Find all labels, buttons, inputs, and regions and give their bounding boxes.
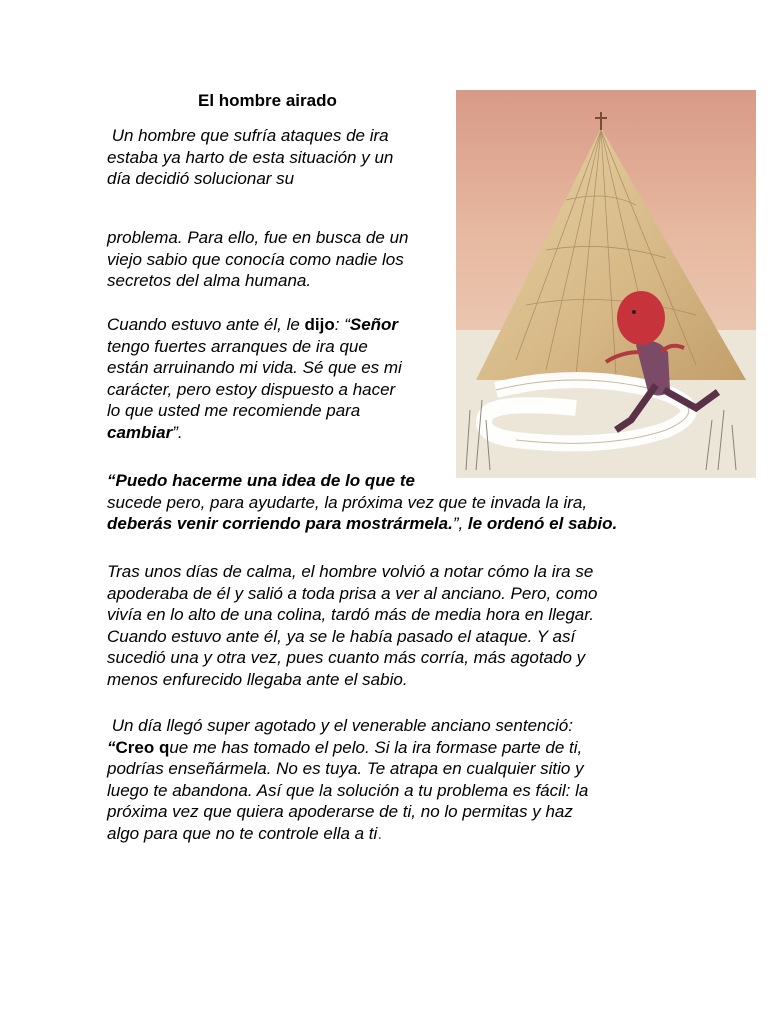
paragraph-6-quote-open: “ (107, 737, 116, 757)
paragraph-2-line-3: secretos del alma humana. (107, 271, 312, 290)
paragraph-4 (107, 470, 617, 535)
paragraph-1-line-2: estaba ya harto de esta situación y un (107, 147, 394, 167)
paragraph-5-line-3: vivía en lo alto de una colina, tardó más de media hora en llegar. (107, 605, 594, 624)
paragraph-3-bold-cambiar: cambiar (107, 422, 173, 442)
paragraph-3-line-2: tengo fuertes arranques de ira que (107, 336, 368, 356)
paragraph-2-line-1: problema. Para ello, fue en busca de un (107, 228, 409, 247)
story-illustration (456, 90, 756, 478)
paragraph-3-quote-open: : “ (334, 315, 350, 334)
paragraph-3-bold-senor: Señor (349, 315, 399, 334)
illustration-image (456, 90, 756, 478)
paragraph-1-line-3: día decidió solucionar su (107, 169, 295, 188)
paragraph-5-line-1: Tras unos días de calma, el hombre volvió a notar cómo la ira se (107, 562, 594, 581)
paragraph-4-line-2: sucede pero, para ayudarte, la próxima vez que te invada la ira, (107, 492, 588, 512)
paragraph-6-bold-creo: Creo q (115, 737, 170, 757)
paragraph-6-line-4: luego te abandona. Así que la solución a tu problema es fácil: la (107, 780, 589, 800)
paragraph-6-line-3: podrías enseñármela. No es tuya. Te atrapa en cualquier sitio y (107, 759, 584, 778)
paragraph-4-bold-line-1: “Puedo hacerme una idea de lo que te (107, 471, 415, 490)
paragraph-2 (107, 227, 408, 292)
paragraph-5-line-4: Cuando estuvo ante él, ya se le había pasado el ataque. Y así (107, 626, 576, 646)
paragraph-4-quote-close: ”, (452, 514, 468, 533)
paragraph-5-line-6: menos enfurecido llegaba ante el sabio. (107, 669, 408, 689)
paragraph-6-line-5: próxima vez que quiera apoderarse de ti, no lo permitas y haz (107, 802, 573, 821)
paragraph-6 (107, 715, 588, 844)
paragraph-3-line-4: carácter, pero estoy dispuesto a hacer (107, 379, 396, 399)
paragraph-1-line-1: Un hombre que sufría ataques de ira (107, 126, 389, 145)
paragraph-5-line-5: sucedió una y otra vez, pues cuanto más corría, más agotado y (107, 648, 586, 667)
paragraph-1 (107, 125, 393, 190)
paragraph-3-line-5: lo que usted me recomiende para (107, 401, 361, 420)
paragraph-4-bold-ordeno: le ordenó el sabio. (467, 514, 618, 533)
paragraph-4-bold-line-3: deberás venir corriendo para mostrármela. (107, 514, 453, 533)
paragraph-6-line-6: algo para que no te controle ella a ti (107, 823, 378, 843)
paragraph-3-quote-close: ”. (172, 422, 183, 442)
man-head (617, 291, 665, 345)
paragraph-3 (107, 314, 402, 443)
paragraph-3-bold-dijo: dijo (304, 315, 335, 334)
paragraph-6-period: . (377, 823, 383, 843)
paragraph-3-line-3: están arruinando mi vida. Sé que es mi (107, 358, 402, 377)
document-title: El hombre airado (198, 91, 337, 110)
paragraph-6-line-1: Un día llegó super agotado y el venerable anciano sentenció: (107, 716, 573, 735)
paragraph-5 (107, 561, 597, 690)
paragraph-6-line-2: ue me has tomado el pelo. Si la ira formase parte de ti, (169, 737, 583, 757)
paragraph-2-line-2: viejo sabio que conocía como nadie los (107, 249, 404, 269)
paragraph-3-text: Cuando estuvo ante él, le (107, 315, 305, 334)
paragraph-5-line-2: apoderaba de él y salió a toda prisa a ver al anciano. Pero, como (107, 583, 598, 603)
